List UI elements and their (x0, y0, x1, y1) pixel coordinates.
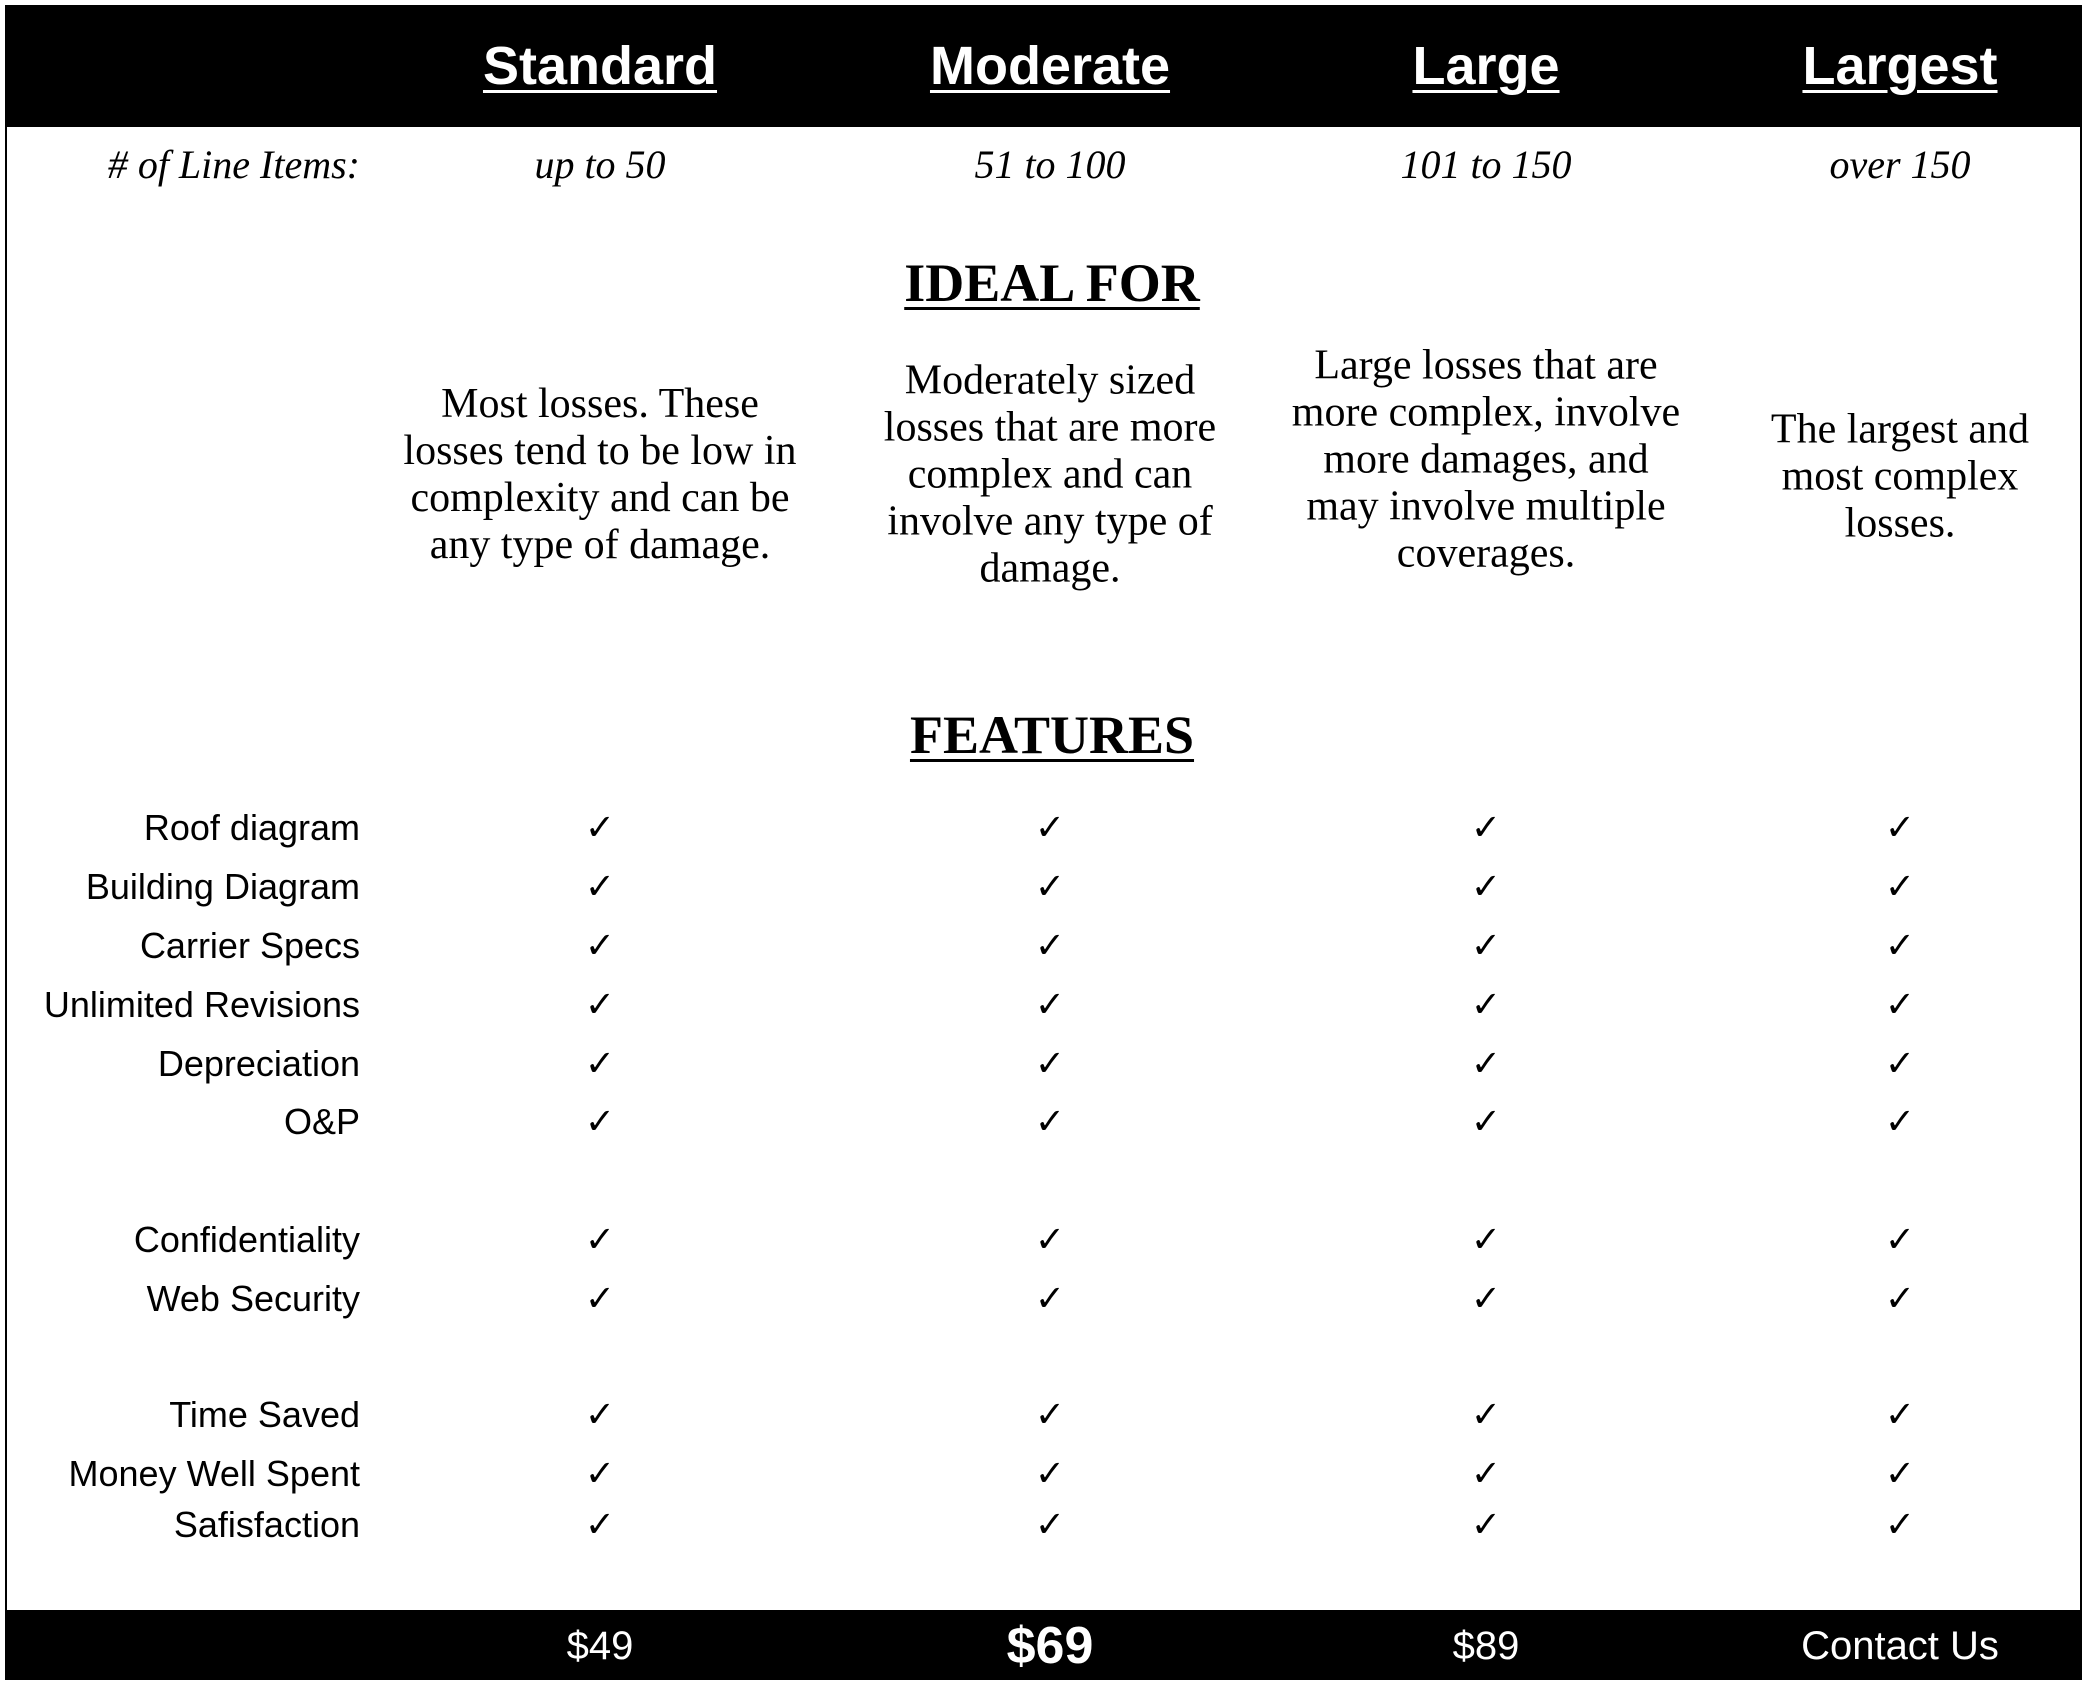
features-heading: FEATURES (909, 705, 1195, 765)
price-moderate: $69 (1006, 1617, 1094, 1675)
check-icon: ✓ (1470, 1043, 1502, 1085)
check-icon: ✓ (584, 1043, 616, 1085)
check-icon: ✓ (1470, 1394, 1502, 1436)
check-icon: ✓ (1470, 1278, 1502, 1320)
feature-label: Safisfaction (173, 1504, 360, 1545)
check-icon: ✓ (584, 866, 616, 908)
line-items-large: 101 to 150 (1400, 142, 1572, 187)
check-icon: ✓ (1034, 1394, 1066, 1436)
check-icon: ✓ (1884, 1278, 1916, 1320)
plan-name-moderate: Moderate (929, 36, 1171, 96)
check-icon: ✓ (1470, 1504, 1502, 1546)
check-icon: ✓ (1034, 1101, 1066, 1143)
check-icon: ✓ (1884, 1101, 1916, 1143)
check-icon: ✓ (1470, 984, 1502, 1026)
feature-label: Time Saved (169, 1394, 360, 1435)
check-icon: ✓ (584, 984, 616, 1026)
pricing-table (5, 5, 2082, 1680)
price-large: $89 (1452, 1624, 1520, 1668)
check-icon: ✓ (1884, 1219, 1916, 1261)
check-icon: ✓ (1034, 1453, 1066, 1495)
check-icon: ✓ (1470, 807, 1502, 849)
check-icon: ✓ (1470, 1453, 1502, 1495)
check-icon: ✓ (1034, 1504, 1066, 1546)
ideal-for-standard: Most losses. These losses tend to be low in complexity and can be any type of damage. (403, 381, 797, 568)
line-items-label: # of Line Items: (107, 142, 360, 187)
check-icon: ✓ (584, 1278, 616, 1320)
check-icon: ✓ (584, 1101, 616, 1143)
check-icon: ✓ (1034, 1043, 1066, 1085)
price-footer-bar (7, 1610, 2080, 1678)
check-icon: ✓ (1470, 925, 1502, 967)
ideal-for-largest: The largest and most complex losses. (1770, 406, 2030, 547)
check-icon: ✓ (1470, 1219, 1502, 1261)
check-icon: ✓ (1470, 1101, 1502, 1143)
check-icon: ✓ (1884, 984, 1916, 1026)
check-icon: ✓ (584, 1504, 616, 1546)
check-icon: ✓ (1884, 925, 1916, 967)
check-icon: ✓ (1884, 1504, 1916, 1546)
check-icon: ✓ (1884, 1453, 1916, 1495)
check-icon: ✓ (584, 807, 616, 849)
check-icon: ✓ (1884, 1043, 1916, 1085)
ideal-for-heading: IDEAL FOR (904, 253, 1200, 313)
feature-label: Depreciation (157, 1043, 360, 1084)
check-icon: ✓ (1884, 1394, 1916, 1436)
line-items-standard: up to 50 (534, 142, 666, 187)
line-items-largest: over 150 (1829, 142, 1971, 187)
feature-label: Confidentiality (133, 1219, 360, 1260)
feature-label: Money Well Spent (68, 1453, 360, 1494)
check-icon: ✓ (584, 925, 616, 967)
feature-label: Web Security (146, 1278, 360, 1319)
check-icon: ✓ (1034, 925, 1066, 967)
feature-label: Unlimited Revisions (43, 984, 360, 1025)
line-items-moderate: 51 to 100 (974, 142, 1126, 187)
check-icon: ✓ (584, 1453, 616, 1495)
check-icon: ✓ (1884, 807, 1916, 849)
plan-name-large: Large (1412, 36, 1560, 96)
check-icon: ✓ (1034, 1219, 1066, 1261)
check-icon: ✓ (584, 1219, 616, 1261)
plan-header-bar (7, 7, 2080, 127)
ideal-for-moderate: Moderately sized losses that are more complex and can involve any type of damage. (883, 357, 1217, 592)
ideal-for-large: Large losses that are more complex, involve more damages, and may involve multiple coverages. (1291, 342, 1681, 577)
contact-us-link[interactable]: Contact Us (1801, 1624, 1999, 1668)
plan-name-standard: Standard (482, 36, 718, 96)
feature-label: Building Diagram (85, 866, 360, 907)
plan-name-largest: Largest (1802, 36, 1998, 96)
check-icon: ✓ (1034, 1278, 1066, 1320)
check-icon: ✓ (1470, 866, 1502, 908)
check-icon: ✓ (1034, 866, 1066, 908)
check-icon: ✓ (1884, 866, 1916, 908)
check-icon: ✓ (1034, 807, 1066, 849)
feature-label: Carrier Specs (139, 925, 360, 966)
feature-label: Roof diagram (143, 807, 360, 848)
feature-label: O&P (283, 1101, 360, 1142)
check-icon: ✓ (1034, 984, 1066, 1026)
price-standard: $49 (566, 1624, 634, 1668)
check-icon: ✓ (584, 1394, 616, 1436)
